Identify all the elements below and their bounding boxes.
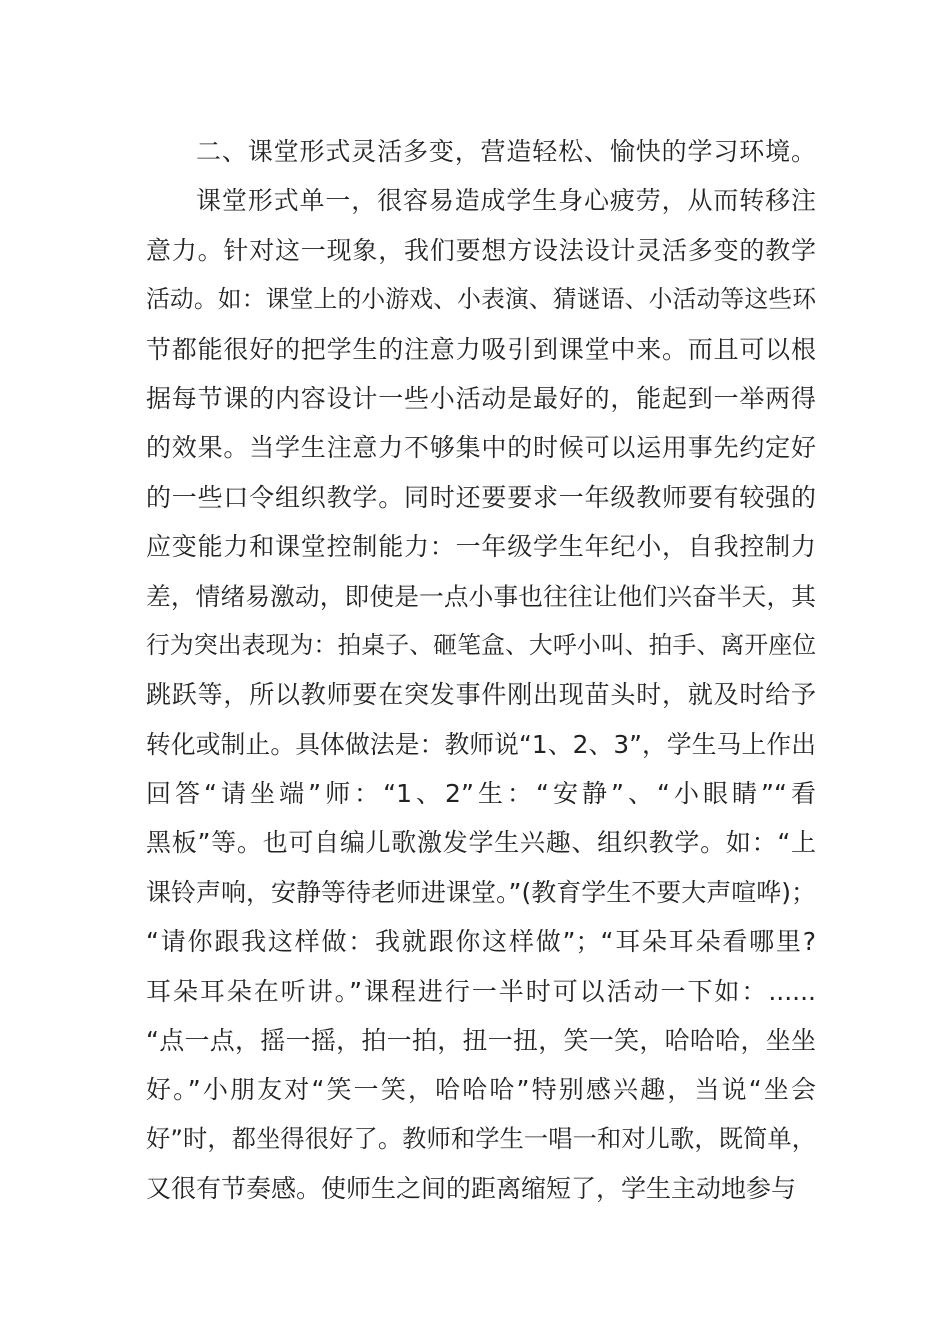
paragraph-line: “点一点，摇一摇，拍一拍，扭一扭，笑一笑，哈哈哈，坐坐 (146, 1026, 816, 1056)
paragraph-line: 节都能很好的把学生的注意力吸引到课堂中来。而且可以根 (146, 334, 816, 364)
document-text (146, 127, 816, 1214)
paragraph-line: 课铃声响，安静等待老师进课堂。”(教育学生不要大声喧哗)； (146, 877, 816, 907)
paragraph-line: 转化或制止。具体做法是：教师说“1、2、3”，学生马上作出 (146, 729, 816, 759)
paragraph-line: 据每节课的内容设计一些小活动是最好的，能起到一举两得 (146, 383, 816, 413)
paragraph-line: 耳朵耳朵在听讲。”课程进行一半时可以活动一下如：...... (146, 976, 816, 1006)
paragraph-line: 活动。如：课堂上的小游戏、小表演、猜谜语、小活动等这些环 (146, 285, 816, 314)
paragraph-line: 好。”小朋友对“笑一笑，哈哈哈”特别感兴趣，当说“坐会 (146, 1075, 816, 1105)
paragraph-line: 的效果。当学生注意力不够集中的时候可以运用事先约定好 (146, 433, 816, 463)
paragraph-line: 差，情绪易激动，即使是一点小事也往往让他们兴奋半天，其 (146, 581, 816, 611)
paragraph-line: 跳跃等，所以教师要在突发事件刚出现苗头时，就及时给予 (146, 680, 816, 710)
paragraph-line: 意力。针对这一现象，我们要想方设法设计灵活多变的教学 (146, 235, 816, 265)
paragraph-line: 又很有节奏感。使师生之间的距离缩短了，学生主动地参与 (146, 1174, 797, 1204)
paragraph-line: 黑板”等。也可自编儿歌激发学生兴趣、组织教学。如：“上 (146, 828, 816, 858)
paragraph-line: 行为突出表现为：拍桌子、砸笔盒、大呼小叫、拍手、离开座位 (146, 630, 816, 659)
paragraph-line: “请你跟我这样做：我就跟你这样做”；“耳朵耳朵看哪里? (146, 927, 816, 957)
paragraph-line: 应变能力和课堂控制能力：一年级学生年纪小，自我控制力 (146, 532, 816, 562)
paragraph-line: 课堂形式单一，很容易造成学生身心疲劳，从而转移注 (196, 186, 816, 216)
paragraph-line: 好”时，都坐得很好了。教师和学生一唱一和对儿歌，既简单， (146, 1124, 816, 1153)
paragraph-line: 回答“请坐端”师：“1、2”生：“安静”、“小眼睛”“看 (146, 779, 816, 809)
section-heading: 二、课堂形式灵活多变，营造轻松、愉快的学习环境。 (196, 137, 816, 166)
paragraph-line: 的一些口令组织教学。同时还要要求一年级教师要有较强的 (146, 482, 816, 512)
